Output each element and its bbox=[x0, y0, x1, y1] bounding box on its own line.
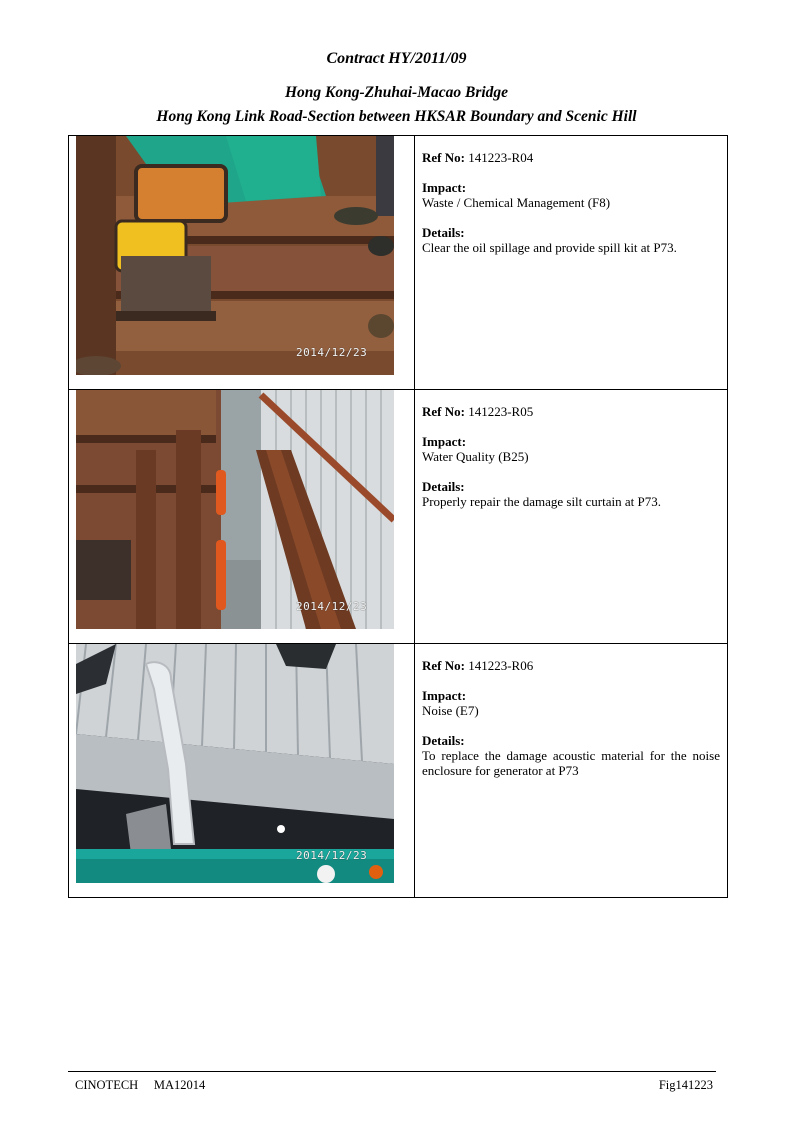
footer-company: CINOTECH bbox=[75, 1078, 139, 1092]
impact-value: Water Quality (B25) bbox=[422, 449, 529, 464]
ref-number: 141223-R05 bbox=[468, 404, 534, 419]
table-row bbox=[69, 390, 728, 644]
ref-number: 141223-R04 bbox=[468, 150, 534, 165]
site-photo-silt-curtain bbox=[76, 390, 394, 629]
ref-number: 141223-R06 bbox=[468, 658, 534, 673]
impact-value: Waste / Chemical Management (F8) bbox=[422, 195, 611, 210]
ref-label: Ref No: bbox=[422, 658, 465, 673]
ref-label: Ref No: bbox=[422, 150, 465, 165]
table-row bbox=[69, 136, 728, 390]
section-title: Hong Kong Link Road-Section between HKSAR Boundary and Scenic Hill bbox=[156, 108, 637, 125]
impact-label: Impact: bbox=[422, 688, 467, 703]
impact-label: Impact: bbox=[422, 180, 467, 195]
contract-title: Contract HY/2011/09 bbox=[326, 50, 467, 67]
footer-divider bbox=[68, 1071, 716, 1072]
footer-left bbox=[75, 1078, 205, 1093]
details-label: Details: bbox=[422, 733, 465, 748]
ref-label: Ref No: bbox=[422, 404, 465, 419]
photo-date-stamp: 2014/12/23 bbox=[296, 600, 368, 613]
photo-date-stamp: 2014/12/23 bbox=[296, 346, 368, 359]
site-photo-generator bbox=[76, 136, 394, 375]
details-value: Properly repair the damage silt curtain at P73. bbox=[422, 494, 661, 509]
details-label: Details: bbox=[422, 225, 465, 240]
footer-figure-number: Fig141223 bbox=[658, 1078, 713, 1092]
details-value: To replace the damage acoustic material for the noise enclosure for generator at P73 bbox=[422, 748, 720, 778]
photo-date-stamp: 2014/12/23 bbox=[296, 849, 368, 862]
site-photo-noise-enclosure bbox=[76, 644, 394, 883]
project-title: Hong Kong-Zhuhai-Macao Bridge bbox=[284, 84, 509, 101]
footer-doc-ref: MA12014 bbox=[153, 1078, 206, 1092]
details-value: Clear the oil spillage and provide spill kit at P73. bbox=[422, 240, 677, 255]
impact-label: Impact: bbox=[422, 434, 467, 449]
table-row bbox=[69, 644, 728, 898]
details-label: Details: bbox=[422, 479, 465, 494]
observation-table bbox=[68, 135, 728, 898]
impact-value: Noise (E7) bbox=[422, 703, 479, 718]
